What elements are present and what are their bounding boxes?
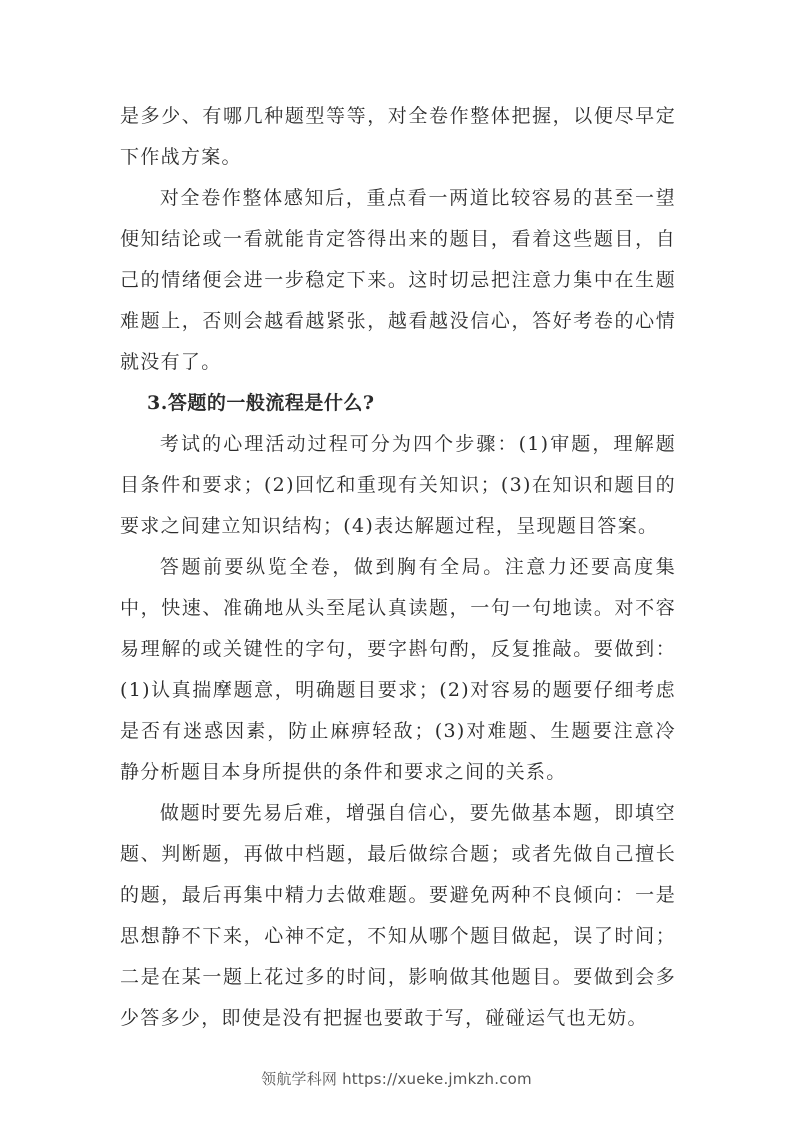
paragraph-continuation: 是多少、有哪几种题型等等，对全卷作整体把握，以便尽早定下作战方案。 <box>120 105 676 168</box>
document-page <box>120 96 676 1039</box>
paragraph-four-steps: 考试的心理活动过程可分为四个步骤：(1)审题，理解题目条件和要求；(2)回忆和重现有关知识；(3)在知识和题目的要求之间建立知识结构；(4)表达解题过程，呈现题目答案。 <box>120 433 676 537</box>
paragraph-overall-perception: 对全卷作整体感知后，重点看一两道比较容易的甚至一望便知结论或一看就能肯定答得出来的题目，看着这些题目，自己的情绪便会进一步稳定下来。这时切忌把注意力集中在生题难题上，否则会越看越紧张，越看越没信心，答好考卷的心情就没有了。 <box>120 187 676 373</box>
section-heading: 3.答题的一般流程是什么? <box>147 392 375 414</box>
page-footer-watermark: 领航学科网 https://xueke.jmkzh.com <box>261 1070 532 1088</box>
paragraph-reading-questions: 答题前要纵览全卷，做到胸有全局。注意力还要高度集中，快速、准确地从头至尾认真读题，一句一句地读。对不容易理解的或关键性的字句，要字斟句酌，反复推敲。要做到：(1)认真揣摩题意，明确题目要求；(2)对容易的题要仔细考虑是否有迷惑因素，防止麻痹轻敌；(3)对难题、生题要注意冷静分析题目本身所提供的条件和要求之间的关系。 <box>120 556 676 783</box>
paragraph-answer-order: 做题时要先易后难，增强自信心，要先做基本题，即填空题、判断题，再做中档题，最后做综合题；或者先做自己擅长的题，最后再集中精力去做难题。要避免两种不良倾向：一是思想静不下来，心神不定，不知从哪个题目做起，误了时间；二是在某一题上花过多的时间，影响做其他题目。要做到会多少答多少，即使是没有把握也要敢于写，碰碰运气也无妨。 <box>120 802 676 1029</box>
